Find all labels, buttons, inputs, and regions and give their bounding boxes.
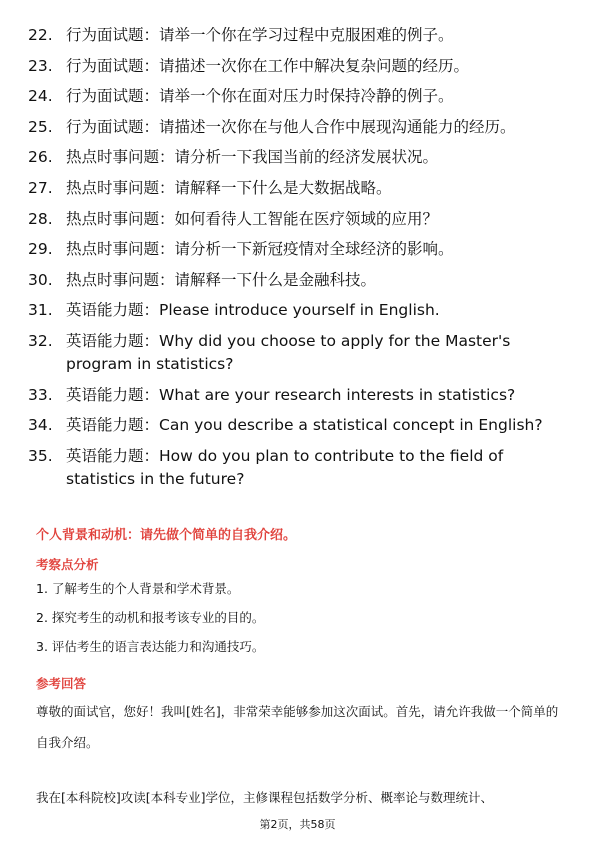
question-number: 35. xyxy=(28,446,53,465)
question-number: 28. xyxy=(28,209,53,228)
question-item xyxy=(28,330,568,376)
question-item xyxy=(28,55,568,78)
question-item xyxy=(28,177,568,200)
question-number: 25. xyxy=(28,117,53,136)
question-number: 24. xyxy=(28,87,53,106)
question-text: 热点时事问题：请解释一下什么是金融科技。 xyxy=(66,270,377,289)
key-points-list xyxy=(36,580,264,667)
analysis-heading: 考察点分析 xyxy=(36,557,99,572)
question-number: 29. xyxy=(28,240,53,259)
question-item xyxy=(28,208,568,231)
question-number: 31. xyxy=(28,301,53,320)
question-text: 英语能力题：Please introduce yourself in English. xyxy=(66,301,440,320)
section-title: 个人背景和动机：请先做个简单的自我介绍。 xyxy=(36,528,297,543)
question-text: 热点时事问题：请分析一下新冠疫情对全球经济的影响。 xyxy=(66,240,454,259)
question-text: 热点时事问题：请分析一下我国当前的经济发展状况。 xyxy=(66,148,439,167)
question-number: 32. xyxy=(28,331,53,350)
question-item xyxy=(28,146,568,169)
question-text: 英语能力题：Can you describe a statistical concept in English? xyxy=(66,416,543,435)
question-text: 行为面试题：请举一个你在面对压力时保持冷静的例子。 xyxy=(66,87,454,106)
question-number: 33. xyxy=(28,385,53,404)
question-number: 26. xyxy=(28,148,53,167)
question-text: 热点时事问题：如何看待人工智能在医疗领域的应用？ xyxy=(66,209,439,228)
key-point: 1. 了解考生的个人背景和学术背景。 xyxy=(36,581,240,596)
question-text: 英语能力题：How do you plan to contribute to the field of statistics in the future? xyxy=(66,446,504,488)
question-text: 行为面试题：请描述一次你在工作中解决复杂问题的经历。 xyxy=(66,56,470,75)
question-item xyxy=(28,299,568,322)
question-item xyxy=(28,24,568,47)
question-item xyxy=(28,85,568,108)
page-footer: 第2页，共58页 xyxy=(259,818,336,831)
question-list xyxy=(28,24,568,498)
question-number: 30. xyxy=(28,270,53,289)
question-item xyxy=(28,116,568,139)
question-item xyxy=(28,238,568,261)
question-item xyxy=(28,269,568,292)
answer-paragraph: 尊敬的面试官，您好！我叫[姓名]，非常荣幸能够参加这次面试。首先，请允许我做一个简单的自我介绍。 xyxy=(36,704,559,750)
question-number: 23. xyxy=(28,56,53,75)
question-item xyxy=(28,384,568,407)
question-text: 英语能力题：Why did you choose to apply for the Master's program in statistics? xyxy=(66,331,511,373)
answer-heading: 参考回答 xyxy=(36,676,87,691)
answer-paragraph: 我在[本科院校]攻读[本科专业]学位，主修课程包括数学分析、概率论与数理统计、 xyxy=(36,790,494,805)
question-number: 34. xyxy=(28,416,53,435)
question-text: 行为面试题：请描述一次你在与他人合作中展现沟通能力的经历。 xyxy=(66,117,516,136)
key-point: 3. 评估考生的语言表达能力和沟通技巧。 xyxy=(36,639,265,654)
question-text: 行为面试题：请举一个你在学习过程中克服困难的例子。 xyxy=(66,26,454,44)
question-item xyxy=(28,445,568,491)
question-text: 英语能力题：What are your research interests in statistics? xyxy=(66,385,516,404)
question-number: 27. xyxy=(28,178,53,197)
key-point: 2. 探究考生的动机和报考该专业的目的。 xyxy=(36,610,265,625)
question-text: 热点时事问题：请解释一下什么是大数据战略。 xyxy=(66,178,392,197)
question-item xyxy=(28,414,568,437)
question-number: 22. xyxy=(28,26,53,44)
